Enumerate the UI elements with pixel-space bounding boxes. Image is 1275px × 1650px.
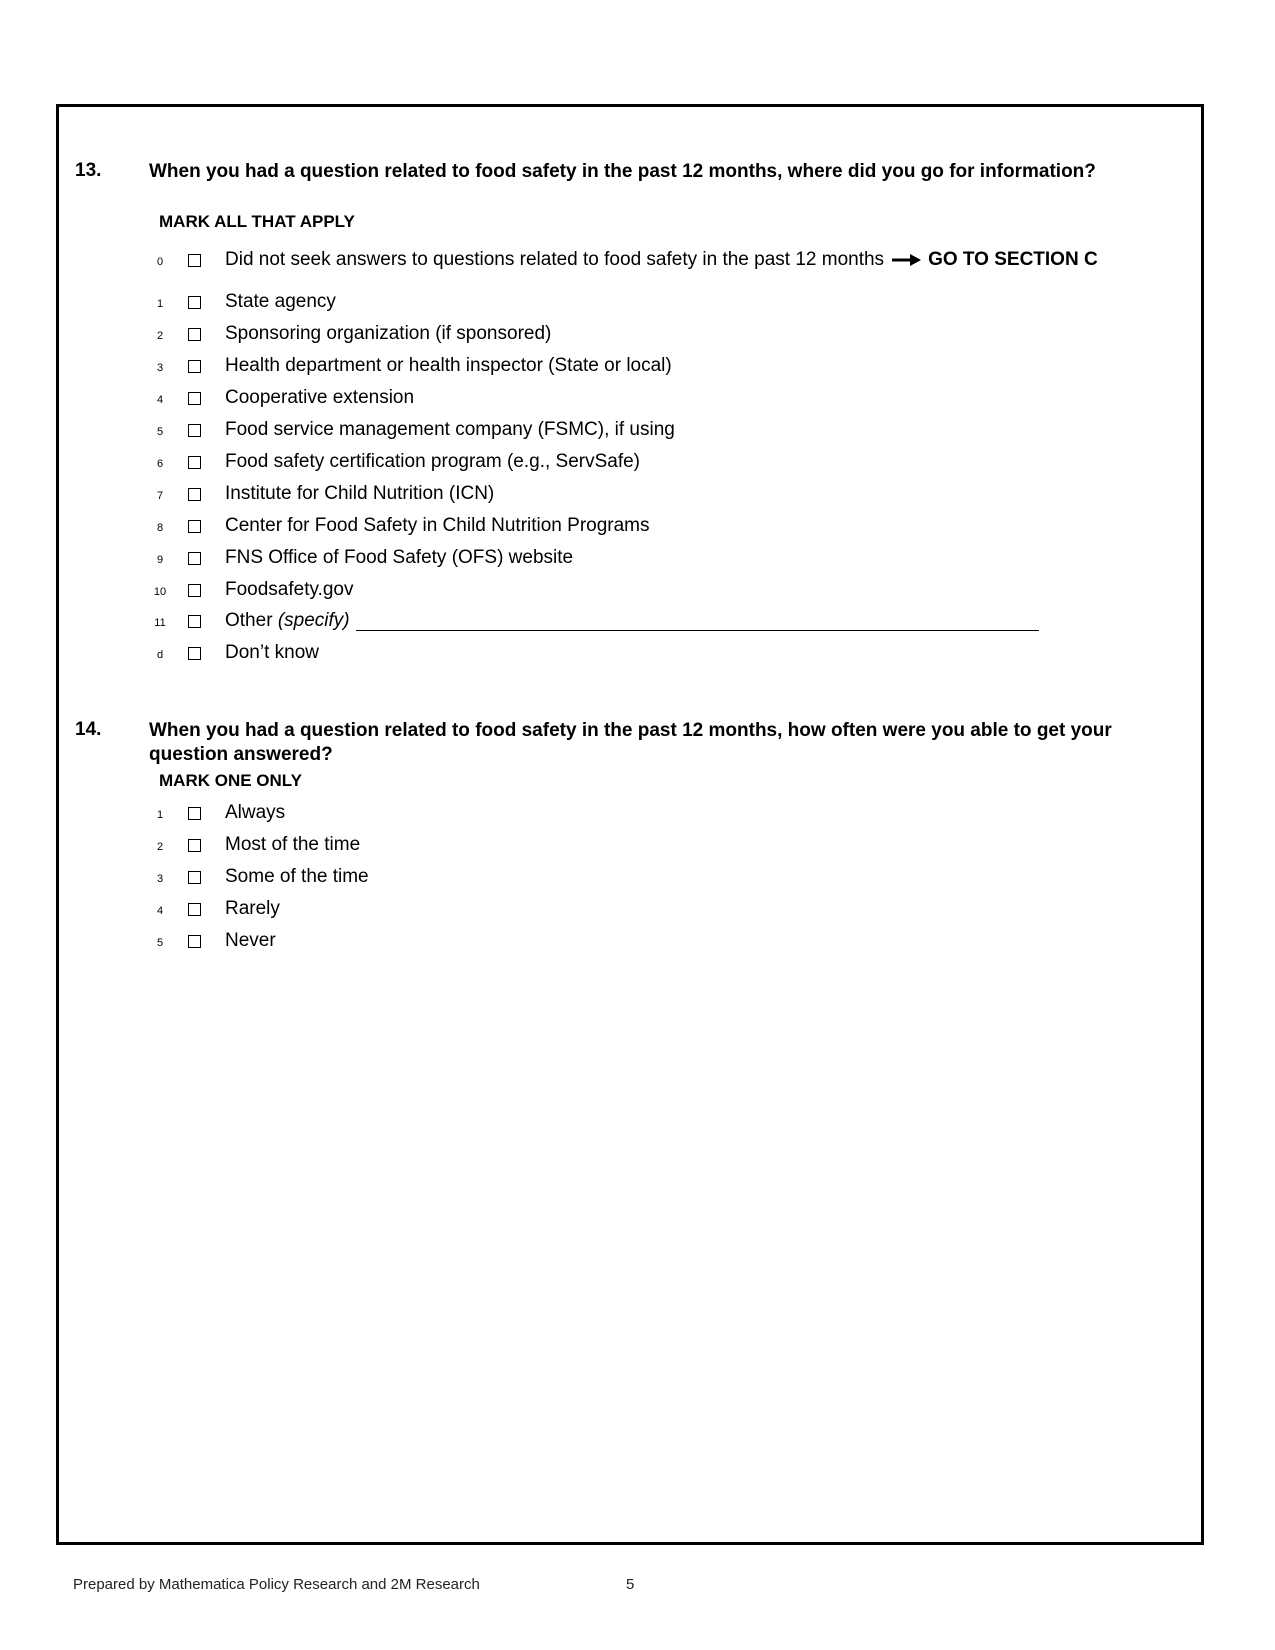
checkbox[interactable] <box>188 871 201 884</box>
option-code: 6 <box>156 458 164 470</box>
checkbox[interactable] <box>188 903 201 916</box>
option-code: 4 <box>156 905 164 917</box>
option-code: 1 <box>156 298 164 310</box>
checkbox[interactable] <box>188 488 201 501</box>
option-label: Always <box>225 802 286 823</box>
checkbox[interactable] <box>188 552 201 565</box>
footer-page-number: 5 <box>626 1576 635 1593</box>
question-13-text: When you had a question related to food safety in the past 12 months, where did you go for information? <box>149 161 1096 182</box>
option-code: 2 <box>156 330 164 342</box>
option-label: Food service management company (FSMC), if using <box>225 419 675 440</box>
option-code: 7 <box>156 490 164 502</box>
option-label: Center for Food Safety in Child Nutrition Programs <box>225 515 650 536</box>
option-code: 9 <box>156 554 164 566</box>
option-label: FNS Office of Food Safety (OFS) website <box>225 547 574 568</box>
checkbox[interactable] <box>188 392 201 405</box>
option-label: Don’t know <box>225 642 319 663</box>
checkbox[interactable] <box>188 584 201 597</box>
question-13-instruction: MARK ALL THAT APPLY <box>159 212 355 231</box>
option-code: 5 <box>156 937 164 949</box>
checkbox[interactable] <box>188 328 201 341</box>
checkbox[interactable] <box>188 254 201 267</box>
checkbox[interactable] <box>188 520 201 533</box>
option-label: Foodsafety.gov <box>225 579 354 600</box>
specify-note: (specify) <box>277 610 350 631</box>
other-specify-field[interactable] <box>356 612 1039 631</box>
survey-frame <box>56 104 1204 1545</box>
option-label: Some of the time <box>225 866 369 887</box>
option-label: Institute for Child Nutrition (ICN) <box>225 483 495 504</box>
question-14-instruction: MARK ONE ONLY <box>159 771 302 790</box>
option-label: Most of the time <box>225 834 361 855</box>
question-13-number: 13. <box>75 160 102 181</box>
checkbox[interactable] <box>188 615 201 628</box>
arrow-right-icon <box>892 253 922 267</box>
footer-prepared-by: Prepared by Mathematica Policy Research and 2M Research <box>73 1576 480 1593</box>
option-label: State agency <box>225 291 336 312</box>
skip-instruction: GO TO SECTION C <box>928 249 1098 270</box>
option-code: 4 <box>156 394 164 406</box>
question-14-number: 14. <box>75 719 102 740</box>
checkbox[interactable] <box>188 424 201 437</box>
option-code: 2 <box>156 841 164 853</box>
checkbox[interactable] <box>188 807 201 820</box>
option-label: Other <box>225 610 273 631</box>
option-code: 3 <box>156 873 164 885</box>
option-code: 5 <box>156 426 164 438</box>
option-label: Rarely <box>225 898 280 919</box>
checkbox[interactable] <box>188 456 201 469</box>
option-code: d <box>156 649 164 661</box>
checkbox[interactable] <box>188 647 201 660</box>
option-label: Did not seek answers to questions related to food safety in the past 12 months <box>225 249 885 270</box>
option-code: 10 <box>153 586 167 598</box>
option-code: 8 <box>156 522 164 534</box>
option-label: Health department or health inspector (State or local) <box>225 355 672 376</box>
checkbox[interactable] <box>188 935 201 948</box>
option-label: Sponsoring organization (if sponsored) <box>225 323 552 344</box>
option-label: Cooperative extension <box>225 387 415 408</box>
checkbox[interactable] <box>188 839 201 852</box>
option-code: 1 <box>156 809 164 821</box>
checkbox[interactable] <box>188 360 201 373</box>
option-label: Food safety certification program (e.g., ServSafe) <box>225 451 641 472</box>
question-14-text: When you had a question related to food safety in the past 12 months, how often were you able to get your question answered? <box>149 720 1112 765</box>
option-code: 3 <box>156 362 164 374</box>
option-label: Never <box>225 930 276 951</box>
option-code: 0 <box>156 256 164 268</box>
checkbox[interactable] <box>188 296 201 309</box>
option-code: 11 <box>154 617 166 629</box>
